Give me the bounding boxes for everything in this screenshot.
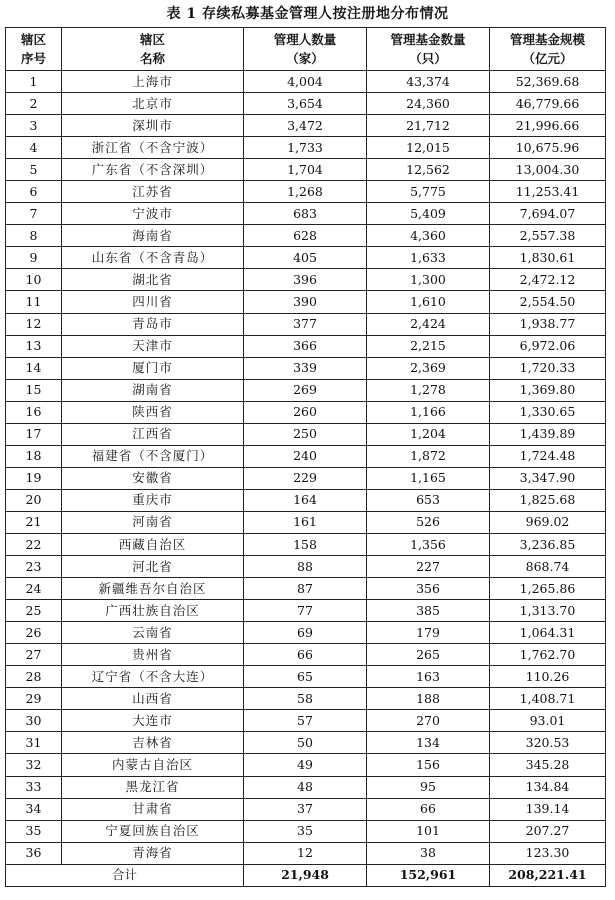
cell-manager-count: 229	[244, 467, 367, 489]
cell-manager-count: 161	[244, 511, 367, 533]
cell-region-name: 辽宁省（不含大连）	[62, 666, 244, 688]
cell-seq: 5	[6, 159, 62, 181]
cell-region-name: 宁夏回族自治区	[62, 820, 244, 842]
cell-fund-count: 2,215	[367, 335, 490, 357]
cell-seq: 13	[6, 335, 62, 357]
cell-fund-count: 1,165	[367, 467, 490, 489]
cell-seq: 7	[6, 203, 62, 225]
cell-fund-count: 66	[367, 798, 490, 820]
table-row	[6, 357, 606, 379]
cell-manager-count: 3,654	[244, 93, 367, 115]
cell-seq: 6	[6, 181, 62, 203]
table-row	[6, 842, 606, 864]
cell-fund-scale: 320.53	[490, 732, 606, 754]
cell-fund-scale: 1,724.48	[490, 445, 606, 467]
cell-fund-count: 188	[367, 688, 490, 710]
cell-fund-scale: 345.28	[490, 754, 606, 776]
cell-seq: 27	[6, 644, 62, 666]
header-scale-line-2: （亿元）	[522, 51, 573, 66]
header-managers-line-1: 管理人数量	[273, 32, 337, 47]
cell-fund-scale: 1,313.70	[490, 600, 606, 622]
cell-seq: 24	[6, 578, 62, 600]
cell-manager-count: 4,004	[244, 71, 367, 93]
cell-fund-scale: 6,972.06	[490, 335, 606, 357]
cell-manager-count: 628	[244, 225, 367, 247]
table-row	[6, 445, 606, 467]
cell-fund-scale: 93.01	[490, 710, 606, 732]
cell-region-name: 青岛市	[62, 313, 244, 335]
cell-manager-count: 35	[244, 820, 367, 842]
cell-manager-count: 49	[244, 754, 367, 776]
cell-fund-count: 1,610	[367, 291, 490, 313]
cell-seq: 18	[6, 445, 62, 467]
cell-fund-scale: 868.74	[490, 556, 606, 578]
table-row	[6, 423, 606, 445]
cell-region-name: 黑龙江省	[62, 776, 244, 798]
cell-manager-count: 405	[244, 247, 367, 269]
cell-manager-count: 69	[244, 622, 367, 644]
cell-fund-count: 12,562	[367, 159, 490, 181]
table-row	[6, 291, 606, 313]
cell-region-name: 吉林省	[62, 732, 244, 754]
cell-seq: 31	[6, 732, 62, 754]
cell-manager-count: 269	[244, 379, 367, 401]
table-row	[6, 489, 606, 511]
table-row	[6, 159, 606, 181]
cell-fund-scale: 134.84	[490, 776, 606, 798]
table-row	[6, 732, 606, 754]
table-header-row	[6, 28, 606, 71]
cell-seq: 11	[6, 291, 62, 313]
cell-manager-count: 1,268	[244, 181, 367, 203]
cell-manager-count: 158	[244, 533, 367, 555]
table-row	[6, 578, 606, 600]
cell-region-name: 河南省	[62, 511, 244, 533]
cell-seq: 1	[6, 71, 62, 93]
cell-region-name: 新疆维吾尔自治区	[62, 578, 244, 600]
total-funds: 152,961	[367, 864, 490, 886]
cell-region-name: 广东省（不含深圳）	[62, 159, 244, 181]
header-seq	[6, 28, 62, 71]
header-seq-line-2: 序号	[20, 51, 46, 66]
table-row	[6, 776, 606, 798]
cell-fund-scale: 1,830.61	[490, 247, 606, 269]
cell-manager-count: 377	[244, 313, 367, 335]
table-row	[6, 600, 606, 622]
cell-seq: 10	[6, 269, 62, 291]
header-funds-line-2: （只）	[409, 51, 447, 66]
cell-fund-count: 2,424	[367, 313, 490, 335]
cell-seq: 30	[6, 710, 62, 732]
cell-region-name: 河北省	[62, 556, 244, 578]
table-row	[6, 379, 606, 401]
cell-region-name: 江苏省	[62, 181, 244, 203]
cell-region-name: 海南省	[62, 225, 244, 247]
cell-manager-count: 240	[244, 445, 367, 467]
table-row	[6, 335, 606, 357]
cell-manager-count: 683	[244, 203, 367, 225]
cell-fund-count: 12,015	[367, 137, 490, 159]
cell-manager-count: 57	[244, 710, 367, 732]
cell-fund-count: 1,300	[367, 269, 490, 291]
cell-fund-scale: 1,439.89	[490, 423, 606, 445]
cell-fund-count: 270	[367, 710, 490, 732]
cell-manager-count: 339	[244, 357, 367, 379]
cell-region-name: 重庆市	[62, 489, 244, 511]
cell-region-name: 安徽省	[62, 467, 244, 489]
total-row	[6, 864, 606, 886]
header-funds-line-1: 管理基金数量	[390, 32, 466, 47]
cell-region-name: 深圳市	[62, 115, 244, 137]
table-row	[6, 401, 606, 423]
cell-fund-scale: 969.02	[490, 511, 606, 533]
cell-fund-count: 1,278	[367, 379, 490, 401]
table-row	[6, 225, 606, 247]
cell-manager-count: 396	[244, 269, 367, 291]
cell-fund-scale: 1,265.86	[490, 578, 606, 600]
table-row	[6, 533, 606, 555]
total-managers: 21,948	[244, 864, 367, 886]
cell-fund-count: 101	[367, 820, 490, 842]
cell-fund-count: 156	[367, 754, 490, 776]
cell-fund-count: 43,374	[367, 71, 490, 93]
cell-fund-count: 1,633	[367, 247, 490, 269]
table-row	[6, 269, 606, 291]
cell-fund-count: 265	[367, 644, 490, 666]
cell-region-name: 内蒙古自治区	[62, 754, 244, 776]
cell-fund-count: 4,360	[367, 225, 490, 247]
cell-fund-scale: 52,369.68	[490, 71, 606, 93]
cell-manager-count: 77	[244, 600, 367, 622]
cell-manager-count: 50	[244, 732, 367, 754]
header-name-line-2: 名称	[139, 51, 165, 66]
cell-manager-count: 48	[244, 776, 367, 798]
table-row	[6, 181, 606, 203]
cell-fund-scale: 2,557.38	[490, 225, 606, 247]
cell-manager-count: 12	[244, 842, 367, 864]
table-row	[6, 93, 606, 115]
cell-seq: 9	[6, 247, 62, 269]
cell-region-name: 山东省（不含青岛）	[62, 247, 244, 269]
cell-manager-count: 58	[244, 688, 367, 710]
table-row	[6, 511, 606, 533]
cell-seq: 22	[6, 533, 62, 555]
cell-fund-scale: 1,762.70	[490, 644, 606, 666]
cell-manager-count: 1,733	[244, 137, 367, 159]
header-name	[62, 28, 244, 71]
cell-fund-count: 385	[367, 600, 490, 622]
cell-region-name: 湖北省	[62, 269, 244, 291]
cell-fund-count: 227	[367, 556, 490, 578]
cell-seq: 26	[6, 622, 62, 644]
table-row	[6, 71, 606, 93]
registration-distribution-table	[5, 27, 606, 887]
cell-manager-count: 1,704	[244, 159, 367, 181]
table-row	[6, 203, 606, 225]
cell-region-name: 厦门市	[62, 357, 244, 379]
cell-fund-count: 38	[367, 842, 490, 864]
cell-fund-scale: 10,675.96	[490, 137, 606, 159]
cell-seq: 16	[6, 401, 62, 423]
table-row	[6, 115, 606, 137]
cell-fund-scale: 1,408.71	[490, 688, 606, 710]
cell-fund-scale: 1,369.80	[490, 379, 606, 401]
table-row	[6, 710, 606, 732]
cell-region-name: 宁波市	[62, 203, 244, 225]
cell-fund-count: 5,775	[367, 181, 490, 203]
cell-fund-scale: 3,347.90	[490, 467, 606, 489]
header-funds	[367, 28, 490, 71]
cell-seq: 28	[6, 666, 62, 688]
table-row	[6, 644, 606, 666]
cell-region-name: 上海市	[62, 71, 244, 93]
table-row	[6, 622, 606, 644]
cell-region-name: 陕西省	[62, 401, 244, 423]
table-body	[6, 71, 606, 865]
cell-fund-scale: 1,825.68	[490, 489, 606, 511]
cell-seq: 2	[6, 93, 62, 115]
cell-fund-count: 1,356	[367, 533, 490, 555]
header-managers-line-2: （家）	[286, 51, 324, 66]
cell-fund-count: 163	[367, 666, 490, 688]
cell-region-name: 湖南省	[62, 379, 244, 401]
table-row	[6, 820, 606, 842]
cell-fund-count: 1,872	[367, 445, 490, 467]
cell-manager-count: 87	[244, 578, 367, 600]
cell-manager-count: 250	[244, 423, 367, 445]
cell-fund-count: 21,712	[367, 115, 490, 137]
cell-region-name: 甘肃省	[62, 798, 244, 820]
cell-fund-count: 526	[367, 511, 490, 533]
cell-manager-count: 66	[244, 644, 367, 666]
cell-region-name: 山西省	[62, 688, 244, 710]
cell-fund-count: 653	[367, 489, 490, 511]
cell-seq: 32	[6, 754, 62, 776]
cell-seq: 35	[6, 820, 62, 842]
cell-region-name: 青海省	[62, 842, 244, 864]
cell-seq: 15	[6, 379, 62, 401]
cell-fund-count: 24,360	[367, 93, 490, 115]
table-row	[6, 556, 606, 578]
table-row	[6, 798, 606, 820]
cell-fund-count: 179	[367, 622, 490, 644]
cell-fund-scale: 1,064.31	[490, 622, 606, 644]
cell-fund-scale: 1,720.33	[490, 357, 606, 379]
cell-fund-scale: 46,779.66	[490, 93, 606, 115]
cell-manager-count: 164	[244, 489, 367, 511]
cell-seq: 29	[6, 688, 62, 710]
cell-region-name: 江西省	[62, 423, 244, 445]
table-title: 表 1 存续私募基金管理人按注册地分布情况	[166, 6, 449, 22]
table-row	[6, 137, 606, 159]
cell-region-name: 大连市	[62, 710, 244, 732]
table-row	[6, 313, 606, 335]
cell-seq: 36	[6, 842, 62, 864]
cell-manager-count: 37	[244, 798, 367, 820]
cell-fund-scale: 1,330.65	[490, 401, 606, 423]
header-scale	[490, 28, 606, 71]
cell-seq: 4	[6, 137, 62, 159]
table-row	[6, 247, 606, 269]
cell-seq: 21	[6, 511, 62, 533]
cell-fund-count: 1,204	[367, 423, 490, 445]
cell-fund-scale: 123.30	[490, 842, 606, 864]
table-row	[6, 688, 606, 710]
cell-fund-count: 1,166	[367, 401, 490, 423]
cell-seq: 23	[6, 556, 62, 578]
cell-region-name: 福建省（不含厦门）	[62, 445, 244, 467]
cell-region-name: 北京市	[62, 93, 244, 115]
cell-seq: 33	[6, 776, 62, 798]
cell-seq: 3	[6, 115, 62, 137]
table-row	[6, 754, 606, 776]
cell-seq: 19	[6, 467, 62, 489]
cell-fund-scale: 2,554.50	[490, 291, 606, 313]
header-managers	[244, 28, 367, 71]
cell-fund-count: 356	[367, 578, 490, 600]
cell-region-name: 云南省	[62, 622, 244, 644]
cell-fund-scale: 3,236.85	[490, 533, 606, 555]
cell-seq: 14	[6, 357, 62, 379]
cell-fund-scale: 13,004.30	[490, 159, 606, 181]
cell-manager-count: 260	[244, 401, 367, 423]
cell-fund-scale: 1,938.77	[490, 313, 606, 335]
cell-fund-count: 95	[367, 776, 490, 798]
cell-manager-count: 65	[244, 666, 367, 688]
cell-region-name: 西藏自治区	[62, 533, 244, 555]
cell-fund-scale: 110.26	[490, 666, 606, 688]
cell-fund-scale: 207.27	[490, 820, 606, 842]
cell-manager-count: 3,472	[244, 115, 367, 137]
cell-manager-count: 88	[244, 556, 367, 578]
cell-manager-count: 366	[244, 335, 367, 357]
cell-fund-scale: 2,472.12	[490, 269, 606, 291]
cell-seq: 17	[6, 423, 62, 445]
cell-region-name: 广西壮族自治区	[62, 600, 244, 622]
cell-region-name: 四川省	[62, 291, 244, 313]
cell-fund-count: 2,369	[367, 357, 490, 379]
cell-manager-count: 390	[244, 291, 367, 313]
cell-fund-scale: 21,996.66	[490, 115, 606, 137]
header-scale-line-1: 管理基金规模	[509, 32, 585, 47]
cell-fund-scale: 11,253.41	[490, 181, 606, 203]
table-row	[6, 467, 606, 489]
cell-region-name: 浙江省（不含宁波）	[62, 137, 244, 159]
cell-seq: 12	[6, 313, 62, 335]
cell-seq: 20	[6, 489, 62, 511]
cell-fund-scale: 139.14	[490, 798, 606, 820]
total-label: 合计	[6, 864, 244, 886]
table-row	[6, 666, 606, 688]
cell-seq: 25	[6, 600, 62, 622]
header-seq-line-1: 辖区	[20, 32, 46, 47]
cell-seq: 34	[6, 798, 62, 820]
header-name-line-1: 辖区	[139, 32, 165, 47]
cell-fund-scale: 7,694.07	[490, 203, 606, 225]
cell-region-name: 贵州省	[62, 644, 244, 666]
total-scale: 208,221.41	[490, 864, 606, 886]
cell-fund-count: 134	[367, 732, 490, 754]
cell-region-name: 天津市	[62, 335, 244, 357]
cell-fund-count: 5,409	[367, 203, 490, 225]
cell-seq: 8	[6, 225, 62, 247]
